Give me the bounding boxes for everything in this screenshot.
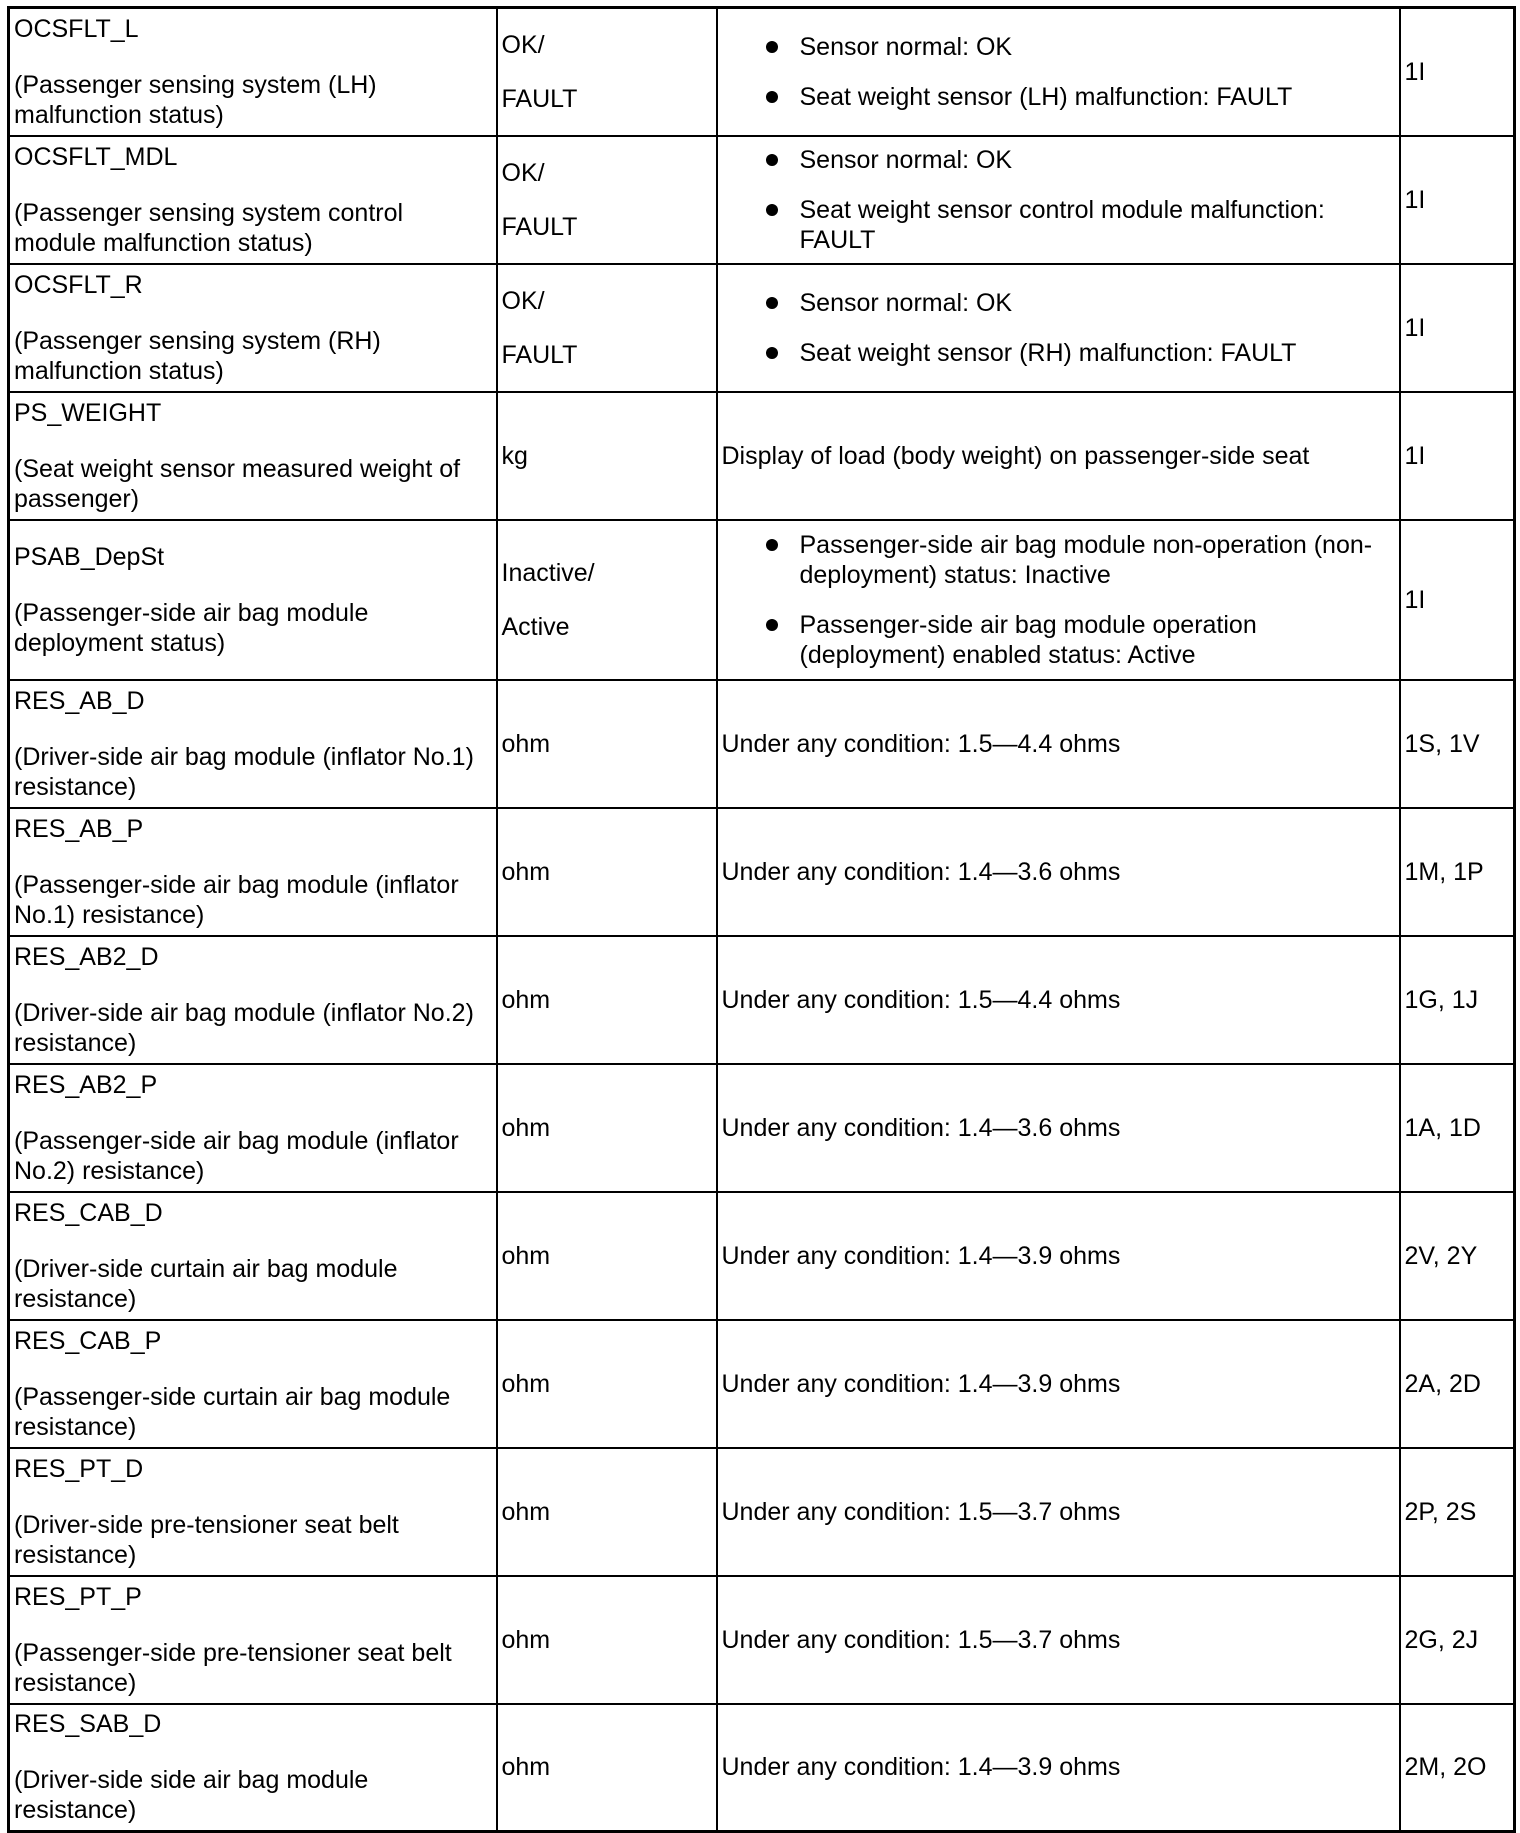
table-row <box>9 1192 1515 1320</box>
terminal-cell: 2M, 2O <box>1400 1704 1515 1832</box>
unit-option: ohm <box>501 1369 551 1398</box>
pid-name: RES_PT_P <box>14 1582 142 1611</box>
pid-cell <box>9 264 497 392</box>
pid-cell <box>9 1576 497 1704</box>
unit-cell <box>497 136 717 264</box>
table-row <box>9 392 1515 520</box>
unit-option: ohm <box>501 985 551 1014</box>
table-row <box>9 936 1515 1064</box>
pid-description: (Passenger-side pre-tensioner seat belt resistance) <box>14 1638 452 1697</box>
table-row <box>9 8 1515 136</box>
pid-name: PSAB_DepSt <box>14 542 165 571</box>
pid-table-sheet <box>7 6 1513 1833</box>
condition-cell: Under any condition: 1.5—4.4 ohms <box>717 936 1400 1064</box>
unit-option: ohm <box>501 1753 551 1782</box>
pid-name: RES_CAB_P <box>14 1326 162 1355</box>
unit-cell <box>497 936 717 1064</box>
pid-cell <box>9 1448 497 1576</box>
unit-cell <box>497 1704 717 1832</box>
pid-description: (Driver-side curtain air bag module resistance) <box>14 1254 398 1313</box>
unit-cell <box>497 1320 717 1448</box>
unit-cell <box>497 680 717 808</box>
unit-cell <box>497 264 717 392</box>
condition-text: Seat weight sensor (LH) malfunction: FAULT <box>799 82 1293 111</box>
condition-cell: Under any condition: 1.5—3.7 ohms <box>717 1576 1400 1704</box>
unit-cell <box>497 1576 717 1704</box>
unit-option: ohm <box>501 729 551 758</box>
condition-item <box>766 195 1395 255</box>
terminal-cell: 1I <box>1400 136 1515 264</box>
terminal-cell: 1I <box>1400 520 1515 680</box>
unit-option: ohm <box>501 1625 551 1654</box>
table-row <box>9 680 1515 808</box>
condition-cell: Under any condition: 1.5—4.4 ohms <box>717 680 1400 808</box>
terminal-cell: 1G, 1J <box>1400 936 1515 1064</box>
pid-description: (Passenger sensing system control module malfunction status) <box>14 198 404 257</box>
terminal-cell: 1I <box>1400 264 1515 392</box>
terminal-cell: 2G, 2J <box>1400 1576 1515 1704</box>
pid-name: RES_SAB_D <box>14 1710 162 1739</box>
condition-cell <box>717 8 1400 136</box>
pid-description: (Passenger sensing system (RH) malfunction status) <box>14 326 381 385</box>
table-row <box>9 520 1515 680</box>
pid-cell <box>9 1192 497 1320</box>
unit-cell <box>497 392 717 520</box>
pid-name: OCSFLT_R <box>14 270 143 299</box>
condition-text: Sensor normal: OK <box>799 32 1013 61</box>
terminal-cell: 2A, 2D <box>1400 1320 1515 1448</box>
terminal-cell: 2V, 2Y <box>1400 1192 1515 1320</box>
condition-cell: Under any condition: 1.4—3.6 ohms <box>717 1064 1400 1192</box>
bullet-icon <box>766 619 778 631</box>
condition-item <box>766 610 1395 670</box>
terminal-cell: 1A, 1D <box>1400 1064 1515 1192</box>
pid-description: (Seat weight sensor measured weight of passenger) <box>14 454 461 513</box>
terminal-cell: 1S, 1V <box>1400 680 1515 808</box>
terminal-cell: 1M, 1P <box>1400 808 1515 936</box>
condition-cell <box>717 136 1400 264</box>
unit-cell <box>497 1064 717 1192</box>
unit-option: FAULT <box>501 84 578 113</box>
table-row <box>9 1320 1515 1448</box>
pid-description: (Driver-side air bag module (inflator No.2) resistance) <box>14 998 474 1057</box>
pid-cell <box>9 1320 497 1448</box>
unit-cell <box>497 8 717 136</box>
pid-cell <box>9 808 497 936</box>
pid-description: (Passenger-side air bag module (inflator No.1) resistance) <box>14 870 459 929</box>
condition-list <box>722 32 1395 112</box>
unit-cell <box>497 520 717 680</box>
unit-option: Active <box>501 612 570 641</box>
pid-cell <box>9 392 497 520</box>
pid-description: (Driver-side air bag module (inflator No.1) resistance) <box>14 742 474 801</box>
table-row <box>9 136 1515 264</box>
condition-cell: Under any condition: 1.4—3.9 ohms <box>717 1704 1400 1832</box>
pid-cell <box>9 680 497 808</box>
unit-option: OK/ <box>501 286 545 315</box>
condition-item <box>766 338 1395 368</box>
table-row <box>9 264 1515 392</box>
pid-description: (Passenger-side curtain air bag module resistance) <box>14 1382 451 1441</box>
bullet-icon <box>766 41 778 53</box>
unit-cell <box>497 1192 717 1320</box>
condition-item <box>766 288 1395 318</box>
bullet-icon <box>766 539 778 551</box>
condition-cell: Under any condition: 1.4—3.9 ohms <box>717 1192 1400 1320</box>
pid-name: RES_CAB_D <box>14 1198 163 1227</box>
pid-name: RES_AB2_D <box>14 942 159 971</box>
unit-option: OK/ <box>501 30 545 59</box>
condition-text: Sensor normal: OK <box>799 145 1013 174</box>
bullet-icon <box>766 154 778 166</box>
condition-cell: Under any condition: 1.4—3.9 ohms <box>717 1320 1400 1448</box>
condition-cell <box>717 520 1400 680</box>
bullet-icon <box>766 204 778 216</box>
pid-name: RES_PT_D <box>14 1454 144 1483</box>
table-row <box>9 808 1515 936</box>
unit-cell <box>497 1448 717 1576</box>
condition-item <box>766 530 1395 590</box>
pid-description: (Passenger sensing system (LH) malfunction status) <box>14 70 377 129</box>
table-row <box>9 1448 1515 1576</box>
bullet-icon <box>766 91 778 103</box>
table-row <box>9 1576 1515 1704</box>
condition-cell <box>717 264 1400 392</box>
pid-cell <box>9 136 497 264</box>
pid-cell <box>9 1704 497 1832</box>
pid-name: RES_AB_D <box>14 686 145 715</box>
condition-list <box>722 145 1395 255</box>
condition-list <box>722 288 1395 368</box>
condition-cell: Display of load (body weight) on passenger-side seat <box>717 392 1400 520</box>
unit-option: ohm <box>501 857 551 886</box>
pid-cell <box>9 520 497 680</box>
condition-list <box>722 530 1395 670</box>
unit-option: FAULT <box>501 340 578 369</box>
unit-option: Inactive/ <box>501 558 595 587</box>
bullet-icon <box>766 347 778 359</box>
pid-monitor-table <box>7 6 1516 1833</box>
unit-cell <box>497 808 717 936</box>
table-row <box>9 1704 1515 1832</box>
terminal-cell: 1I <box>1400 8 1515 136</box>
condition-cell: Under any condition: 1.5—3.7 ohms <box>717 1448 1400 1576</box>
terminal-cell: 1I <box>1400 392 1515 520</box>
unit-option: ohm <box>501 1241 551 1270</box>
condition-text: Sensor normal: OK <box>799 288 1013 317</box>
pid-name: PS_WEIGHT <box>14 398 162 427</box>
pid-cell <box>9 936 497 1064</box>
pid-name: RES_AB_P <box>14 814 144 843</box>
condition-item <box>766 32 1395 62</box>
condition-item <box>766 145 1395 175</box>
pid-description: (Driver-side side air bag module resistance) <box>14 1766 369 1825</box>
terminal-cell: 2P, 2S <box>1400 1448 1515 1576</box>
pid-cell <box>9 8 497 136</box>
unit-option: ohm <box>501 1113 551 1142</box>
condition-text: Seat weight sensor (RH) malfunction: FAULT <box>799 338 1297 367</box>
condition-item <box>766 82 1395 112</box>
pid-cell <box>9 1064 497 1192</box>
condition-text: Passenger-side air bag module non-operation (non-deployment) status: Inactive <box>799 530 1373 589</box>
table-row <box>9 1064 1515 1192</box>
condition-text: Passenger-side air bag module operation (deployment) enabled status: Active <box>799 610 1257 669</box>
condition-text: Seat weight sensor control module malfunction: FAULT <box>799 195 1325 254</box>
unit-option: OK/ <box>501 158 545 187</box>
pid-name: OCSFLT_L <box>14 14 139 43</box>
unit-option: FAULT <box>501 212 578 241</box>
pid-name: OCSFLT_MDL <box>14 142 178 171</box>
bullet-icon <box>766 297 778 309</box>
pid-description: (Passenger-side air bag module (inflator No.2) resistance) <box>14 1126 459 1185</box>
pid-description: (Passenger-side air bag module deployment status) <box>14 598 369 657</box>
pid-description: (Driver-side pre-tensioner seat belt resistance) <box>14 1510 399 1569</box>
pid-name: RES_AB2_P <box>14 1070 158 1099</box>
unit-option: ohm <box>501 1497 551 1526</box>
unit-option: kg <box>501 441 528 470</box>
condition-cell: Under any condition: 1.4—3.6 ohms <box>717 808 1400 936</box>
